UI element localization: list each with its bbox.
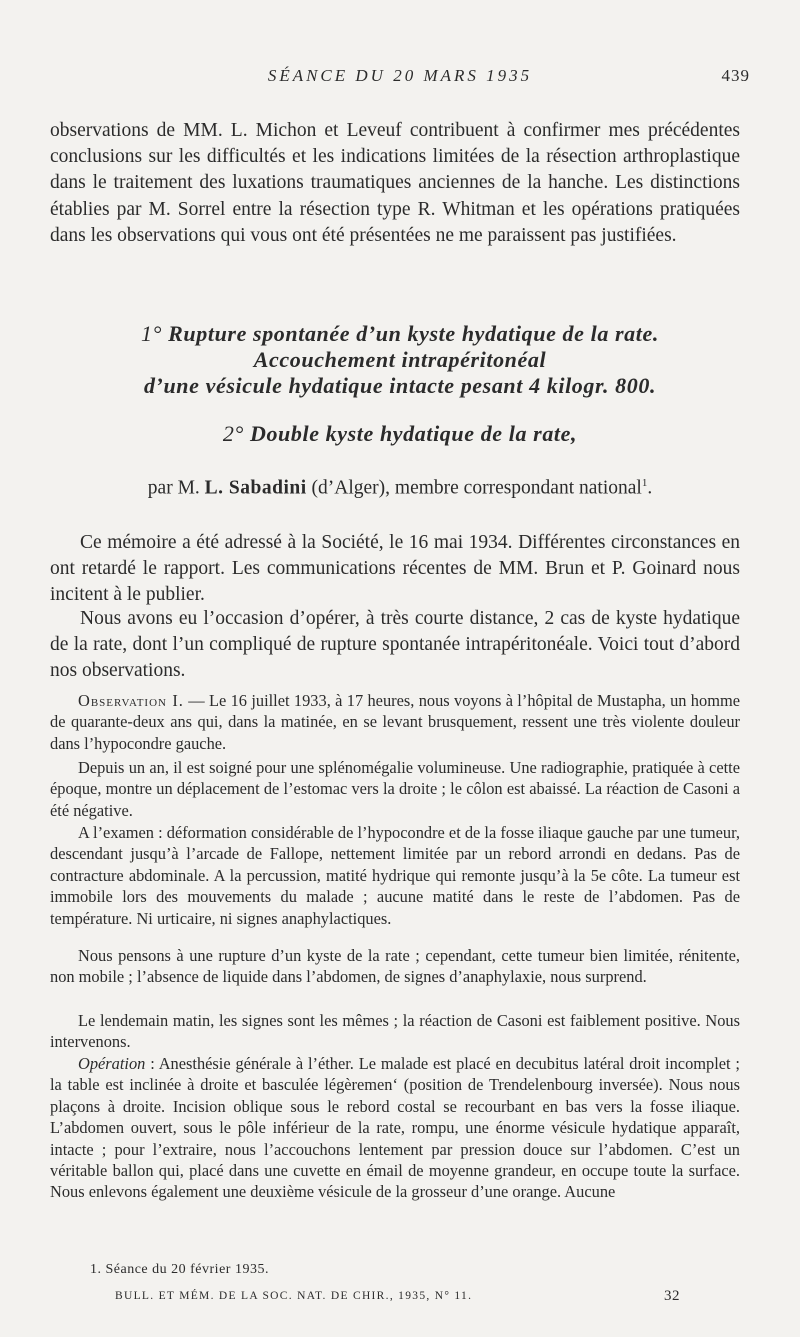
observation-paragraph-2: Depuis un an, il est soigné pour une splénomégalie volumineuse. Une radiographie, pratiquée à cette époque, montre un déplacement de l’estomac vers la droite ; le côlon est abaissé. La réaction de Casoni a été négative. — [50, 758, 740, 820]
operation-label: Opération — [78, 1054, 146, 1073]
footnote-ref: 1 — [641, 477, 648, 489]
running-title: SÉANCE DU 20 MARS 1935 — [267, 66, 533, 85]
article-title-2 — [50, 420, 750, 448]
journal-citation: BULL. ET MÉM. DE LA SOC. NAT. DE CHIR., 1935, N° 11. — [115, 1290, 473, 1302]
article-title-1-line-3: d’une vésicule hydatique intacte pesant 4 kilogr. 800. — [143, 373, 657, 398]
article-title-1-line-2: Accouchement intrapéritonéal — [253, 347, 547, 372]
title-1-number: 1° — [141, 321, 163, 346]
byline — [50, 470, 750, 502]
title-2-text: Double kyste hydatique de la rate, — [249, 421, 578, 446]
observation-p1-text: — Le 16 juillet 1933, à 17 heures, nous voyons à l’hôpital de Mustapha, un homme de quarante-deux ans qui, dans la matinée, en se levant brusquement, ressent une très violente douleur dans l’hypocondre gauche. — [50, 691, 740, 753]
journal-footer — [115, 1290, 680, 1302]
observation-label: Observation I. — [78, 691, 184, 710]
byline-prefix: par M. — [147, 477, 200, 499]
body-paragraph-1: Ce mémoire a été adressé à la Société, le 16 mai 1934. Différentes circonstances en ont retardé le rapport. Les communications récentes de MM. Brun et P. Goinard nous incitent à le publier. — [50, 532, 740, 606]
title-2-number: 2° — [222, 421, 244, 446]
page-number: 439 — [721, 66, 750, 85]
sheet-number: 32 — [664, 1288, 680, 1304]
body-paragraph-2: Nous avons eu l’occasion d’opérer, à très courte distance, 2 cas de kyste hydatique de la rate, dont l’un compliqué de rupture spontanée intrapéritonéale. Voici tout d’abord nos observations. — [50, 608, 740, 682]
byline-suffix: (d’Alger), membre correspondant national — [311, 477, 642, 499]
intro-paragraph: observations de MM. L. Michon et Leveuf contribuent à confirmer mes précédentes conclusions sur les difficultés et les indications limitées de la résection arthroplastique dans le traitement des luxations traumatiques anciennes de la hanche. Les distinctions établies par M. Sorrel entre la résection type R. Whitman et les opérations pratiquées dans les observations qui vous ont été présentées ne me paraissent pas justifiées. — [50, 120, 740, 246]
observation-paragraph-6 — [50, 1053, 740, 1203]
observation-paragraph-3: A l’examen : déformation considérable de l’hypocondre et de la fosse iliaque gauche par une tumeur, descendant jusqu’à l’arcade de Fallope, nettement limitée par un rebord arrondi en dedans. Pas de contracture abdominale. A la percussion, matité hydrique qui remonte jusqu’à la 5e côte. La tumeur est immobile lors des mouvements du malade ; aucune matité dans le reste de l’abdomen. Pas de température. Ni urticaire, ni signes anaphylactiques. — [50, 823, 741, 928]
byline-end: . — [647, 477, 653, 499]
footnote: 1. Séance du 20 février 1935. — [90, 1262, 269, 1277]
observation-paragraph-1 — [50, 690, 740, 754]
running-head — [50, 66, 750, 88]
observation-paragraph-5: Le lendemain matin, les signes sont les mêmes ; la réaction de Casoni est faiblement positive. Nous intervenons. — [50, 1011, 740, 1052]
title-1-line-1-text: Rupture spontanée d’un kyste hydatique de la rate. — [168, 321, 659, 346]
author-name: L. Sabadini — [204, 477, 307, 499]
observation-p6-text: : Anesthésie générale à l’éther. Le malade est placé en decubitus latéral droit incomplet ; la table est inclinée à droite et basculée légèremen‘ (position de Trendelenbourg inversée). Nous nous plaçons à droite. Incision oblique sous le rebord costal se recourbant en bas vers la fosse iliaque. L’abdomen ouvert, sous le pôle inférieur de la rate, rompu, une énorme vésicule hydatique apparaît, intacte ; pour l’extraire, nous l’accouchons lentement par pression douce sur l’abdomen. C’est un véritable ballon qui, placé dans une cuvette en émail de moyenne grandeur, en occupe toute la surface. Nous enlevons également une deuxième vésicule de la grosseur d’une orange. Aucune — [50, 1054, 740, 1202]
article-title-1-line-1 — [50, 320, 750, 348]
observation-paragraph-4: Nous pensons à une rupture d’un kyste de la rate ; cependant, cette tumeur bien limitée, rénitente, non mobile ; l’absence de liquide dans l’abdomen, de signes d’anaphylaxie, nous surprend. — [50, 946, 740, 987]
